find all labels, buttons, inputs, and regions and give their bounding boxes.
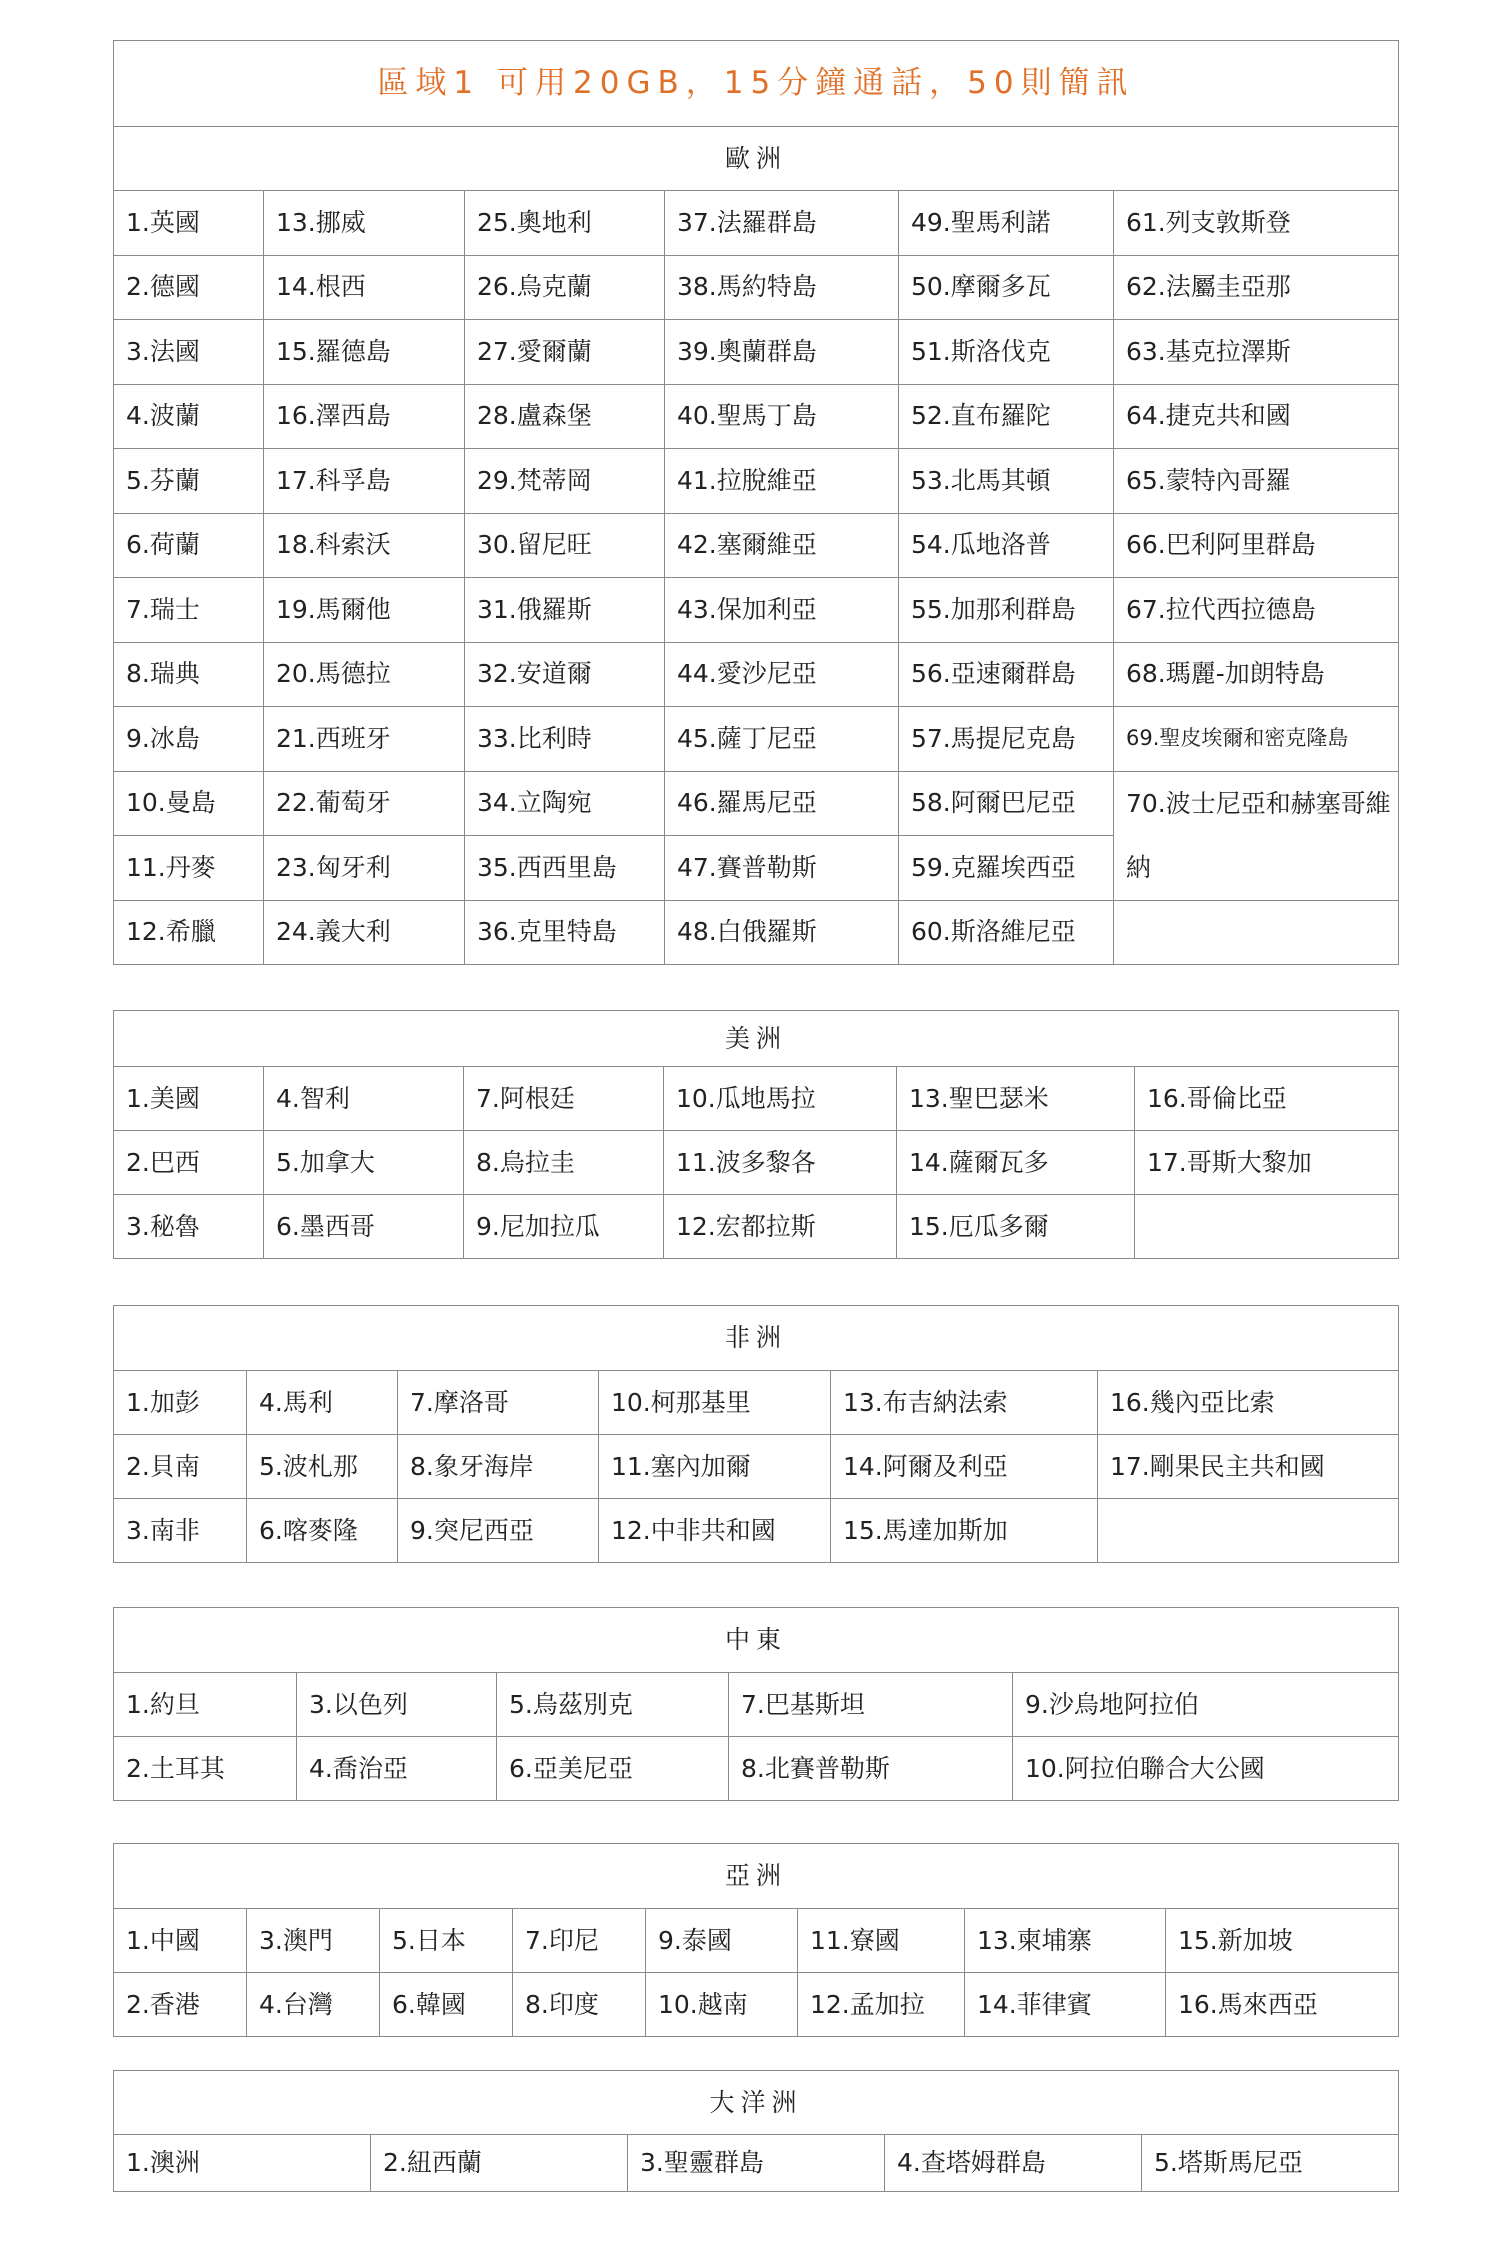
- country-cell: 2.貝南: [114, 1435, 247, 1499]
- country-cell: 2.紐西蘭: [371, 2135, 628, 2192]
- africa-table: [113, 1305, 1399, 1563]
- country-cell: 9.沙烏地阿拉伯: [1013, 1673, 1399, 1737]
- country-cell: 14.菲律賓: [965, 1973, 1166, 2037]
- country-cell: 5.加拿大: [264, 1131, 464, 1195]
- country-cell: 31.俄羅斯: [465, 578, 665, 643]
- country-cell: 38.馬約特島: [665, 255, 899, 320]
- country-cell: 3.秘魯: [114, 1195, 264, 1259]
- country-cell: 9.尼加拉瓜: [464, 1195, 664, 1259]
- country-cell: 50.摩爾多瓦: [899, 255, 1114, 320]
- country-cell: 41.拉脫維亞: [665, 449, 899, 514]
- country-cell: 56.亞速爾群島: [899, 642, 1114, 707]
- country-cell: 15.厄瓜多爾: [897, 1195, 1135, 1259]
- country-cell: 8.印度: [513, 1973, 646, 2037]
- country-cell: 2.德國: [114, 255, 264, 320]
- country-cell: 21.西班牙: [264, 707, 465, 772]
- country-cell: 64.捷克共和國: [1114, 384, 1399, 449]
- oceania-table: [113, 2070, 1399, 2192]
- country-cell: 16.澤西島: [264, 384, 465, 449]
- region-header-americas: 美洲: [114, 1011, 1399, 1067]
- country-cell: 67.拉代西拉德島: [1114, 578, 1399, 643]
- country-cell: 60.斯洛維尼亞: [899, 900, 1114, 965]
- country-cell: 58.阿爾巴尼亞: [899, 771, 1114, 836]
- country-cell: 16.馬來西亞: [1166, 1973, 1399, 2037]
- region-header-middle-east: 中東: [114, 1608, 1399, 1673]
- country-cell: 7.巴基斯坦: [729, 1673, 1013, 1737]
- empty-cell: [1135, 1195, 1399, 1259]
- country-cell: 5.烏茲別克: [497, 1673, 729, 1737]
- country-cell: 39.奧蘭群島: [665, 320, 899, 385]
- country-cell: 61.列支敦斯登: [1114, 191, 1399, 256]
- country-cell: 1.加彭: [114, 1371, 247, 1435]
- country-cell: 29.梵蒂岡: [465, 449, 665, 514]
- country-cell: 15.新加坡: [1166, 1909, 1399, 1973]
- country-cell: 6.喀麥隆: [247, 1499, 398, 1563]
- country-cell: 10.瓜地馬拉: [664, 1067, 897, 1131]
- country-cell: 57.馬提尼克島: [899, 707, 1114, 772]
- country-cell: 4.喬治亞: [297, 1737, 497, 1801]
- middle-east-table: [113, 1607, 1399, 1801]
- country-cell: 43.保加利亞: [665, 578, 899, 643]
- country-cell: 69.聖皮埃爾和密克隆島: [1114, 707, 1399, 772]
- country-cell: 2.巴西: [114, 1131, 264, 1195]
- country-cell: 7.瑞士: [114, 578, 264, 643]
- country-cell: 12.宏都拉斯: [664, 1195, 897, 1259]
- country-cell: 5.芬蘭: [114, 449, 264, 514]
- country-cell: 49.聖馬利諾: [899, 191, 1114, 256]
- plan-title: 區域1 可用20GB，15分鐘通話，50則簡訊: [114, 41, 1399, 127]
- country-cell: 17.剛果民主共和國: [1098, 1435, 1399, 1499]
- region-header-africa: 非洲: [114, 1306, 1399, 1371]
- country-cell: 28.盧森堡: [465, 384, 665, 449]
- country-cell: 2.土耳其: [114, 1737, 297, 1801]
- country-cell: 5.波札那: [247, 1435, 398, 1499]
- country-cell: 8.瑞典: [114, 642, 264, 707]
- country-cell: 10.曼島: [114, 771, 264, 836]
- country-cell: 9.突尼西亞: [398, 1499, 599, 1563]
- country-cell: 51.斯洛伐克: [899, 320, 1114, 385]
- country-cell: 16.幾內亞比索: [1098, 1371, 1399, 1435]
- country-cell: 10.柯那基里: [599, 1371, 831, 1435]
- country-cell: 3.以色列: [297, 1673, 497, 1737]
- country-cell: 15.羅德島: [264, 320, 465, 385]
- country-cell: 40.聖馬丁島: [665, 384, 899, 449]
- country-cell: 59.克羅埃西亞: [899, 836, 1114, 901]
- region-header-europe: 歐洲: [114, 127, 1399, 191]
- country-cell: 13.柬埔寨: [965, 1909, 1166, 1973]
- country-cell: 11.丹麥: [114, 836, 264, 901]
- country-cell: 14.薩爾瓦多: [897, 1131, 1135, 1195]
- country-cell: 10.越南: [646, 1973, 798, 2037]
- country-cell: 10.阿拉伯聯合大公國: [1013, 1737, 1399, 1801]
- country-cell: 25.奧地利: [465, 191, 665, 256]
- americas-table: [113, 1010, 1399, 1259]
- country-cell: 7.阿根廷: [464, 1067, 664, 1131]
- country-cell: 7.摩洛哥: [398, 1371, 599, 1435]
- country-cell: 70.波士尼亞和赫塞哥維納: [1114, 771, 1399, 900]
- country-cell: 33.比利時: [465, 707, 665, 772]
- country-cell: 11.寮國: [798, 1909, 965, 1973]
- europe-table: [113, 40, 1399, 965]
- country-cell: 23.匈牙利: [264, 836, 465, 901]
- country-cell: 13.挪威: [264, 191, 465, 256]
- country-cell: 20.馬德拉: [264, 642, 465, 707]
- country-cell: 1.約旦: [114, 1673, 297, 1737]
- country-cell: 17.科孚島: [264, 449, 465, 514]
- country-cell: 18.科索沃: [264, 513, 465, 578]
- country-cell: 13.聖巴瑟米: [897, 1067, 1135, 1131]
- region-header-oceania: 大洋洲: [114, 2071, 1399, 2135]
- asia-table: [113, 1843, 1399, 2037]
- country-cell: 12.孟加拉: [798, 1973, 965, 2037]
- country-cell: 4.台灣: [247, 1973, 380, 2037]
- country-cell: 54.瓜地洛普: [899, 513, 1114, 578]
- country-cell: 14.阿爾及利亞: [831, 1435, 1098, 1499]
- country-cell: 5.塔斯馬尼亞: [1142, 2135, 1399, 2192]
- country-cell: 6.韓國: [380, 1973, 513, 2037]
- country-cell: 6.墨西哥: [264, 1195, 464, 1259]
- country-cell: 53.北馬其頓: [899, 449, 1114, 514]
- country-cell: 48.白俄羅斯: [665, 900, 899, 965]
- country-cell: 6.亞美尼亞: [497, 1737, 729, 1801]
- country-cell: 4.馬利: [247, 1371, 398, 1435]
- country-cell: 8.北賽普勒斯: [729, 1737, 1013, 1801]
- country-cell: 4.波蘭: [114, 384, 264, 449]
- country-cell: 4.智利: [264, 1067, 464, 1131]
- country-cell: 68.瑪麗-加朗特島: [1114, 642, 1399, 707]
- country-cell: 30.留尼旺: [465, 513, 665, 578]
- country-cell: 4.查塔姆群島: [885, 2135, 1142, 2192]
- country-cell: 45.薩丁尼亞: [665, 707, 899, 772]
- country-cell: 26.烏克蘭: [465, 255, 665, 320]
- country-cell: 3.澳門: [247, 1909, 380, 1973]
- country-cell: 12.希臘: [114, 900, 264, 965]
- country-cell: 65.蒙特內哥羅: [1114, 449, 1399, 514]
- country-cell: 66.巴利阿里群島: [1114, 513, 1399, 578]
- country-cell: 63.基克拉澤斯: [1114, 320, 1399, 385]
- country-cell: 35.西西里島: [465, 836, 665, 901]
- country-cell: 11.波多黎各: [664, 1131, 897, 1195]
- country-cell: 42.塞爾維亞: [665, 513, 899, 578]
- country-cell: 52.直布羅陀: [899, 384, 1114, 449]
- empty-cell: [1114, 900, 1399, 965]
- country-cell: 27.愛爾蘭: [465, 320, 665, 385]
- country-cell: 17.哥斯大黎加: [1135, 1131, 1399, 1195]
- country-cell: 46.羅馬尼亞: [665, 771, 899, 836]
- country-cell: 19.馬爾他: [264, 578, 465, 643]
- region-header-asia: 亞洲: [114, 1844, 1399, 1909]
- country-cell: 62.法屬圭亞那: [1114, 255, 1399, 320]
- country-cell: 8.烏拉圭: [464, 1131, 664, 1195]
- country-cell: 3.南非: [114, 1499, 247, 1563]
- empty-cell: [1098, 1499, 1399, 1563]
- country-cell: 22.葡萄牙: [264, 771, 465, 836]
- country-cell: 36.克里特島: [465, 900, 665, 965]
- country-cell: 6.荷蘭: [114, 513, 264, 578]
- country-cell: 3.聖靈群島: [628, 2135, 885, 2192]
- country-cell: 8.象牙海岸: [398, 1435, 599, 1499]
- country-cell: 16.哥倫比亞: [1135, 1067, 1399, 1131]
- country-cell: 37.法羅群島: [665, 191, 899, 256]
- country-cell: 3.法國: [114, 320, 264, 385]
- country-cell: 11.塞內加爾: [599, 1435, 831, 1499]
- country-cell: 1.中國: [114, 1909, 247, 1973]
- country-cell: 7.印尼: [513, 1909, 646, 1973]
- country-cell: 24.義大利: [264, 900, 465, 965]
- country-cell: 1.澳洲: [114, 2135, 371, 2192]
- country-cell: 1.英國: [114, 191, 264, 256]
- country-cell: 9.冰島: [114, 707, 264, 772]
- country-cell: 47.賽普勒斯: [665, 836, 899, 901]
- country-cell: 14.根西: [264, 255, 465, 320]
- country-cell: 5.日本: [380, 1909, 513, 1973]
- country-cell: 34.立陶宛: [465, 771, 665, 836]
- country-cell: 32.安道爾: [465, 642, 665, 707]
- country-cell: 12.中非共和國: [599, 1499, 831, 1563]
- country-cell: 44.愛沙尼亞: [665, 642, 899, 707]
- country-cell: 2.香港: [114, 1973, 247, 2037]
- country-cell: 9.泰國: [646, 1909, 798, 1973]
- country-cell: 55.加那利群島: [899, 578, 1114, 643]
- country-cell: 15.馬達加斯加: [831, 1499, 1098, 1563]
- country-cell: 1.美國: [114, 1067, 264, 1131]
- country-cell: 13.布吉納法索: [831, 1371, 1098, 1435]
